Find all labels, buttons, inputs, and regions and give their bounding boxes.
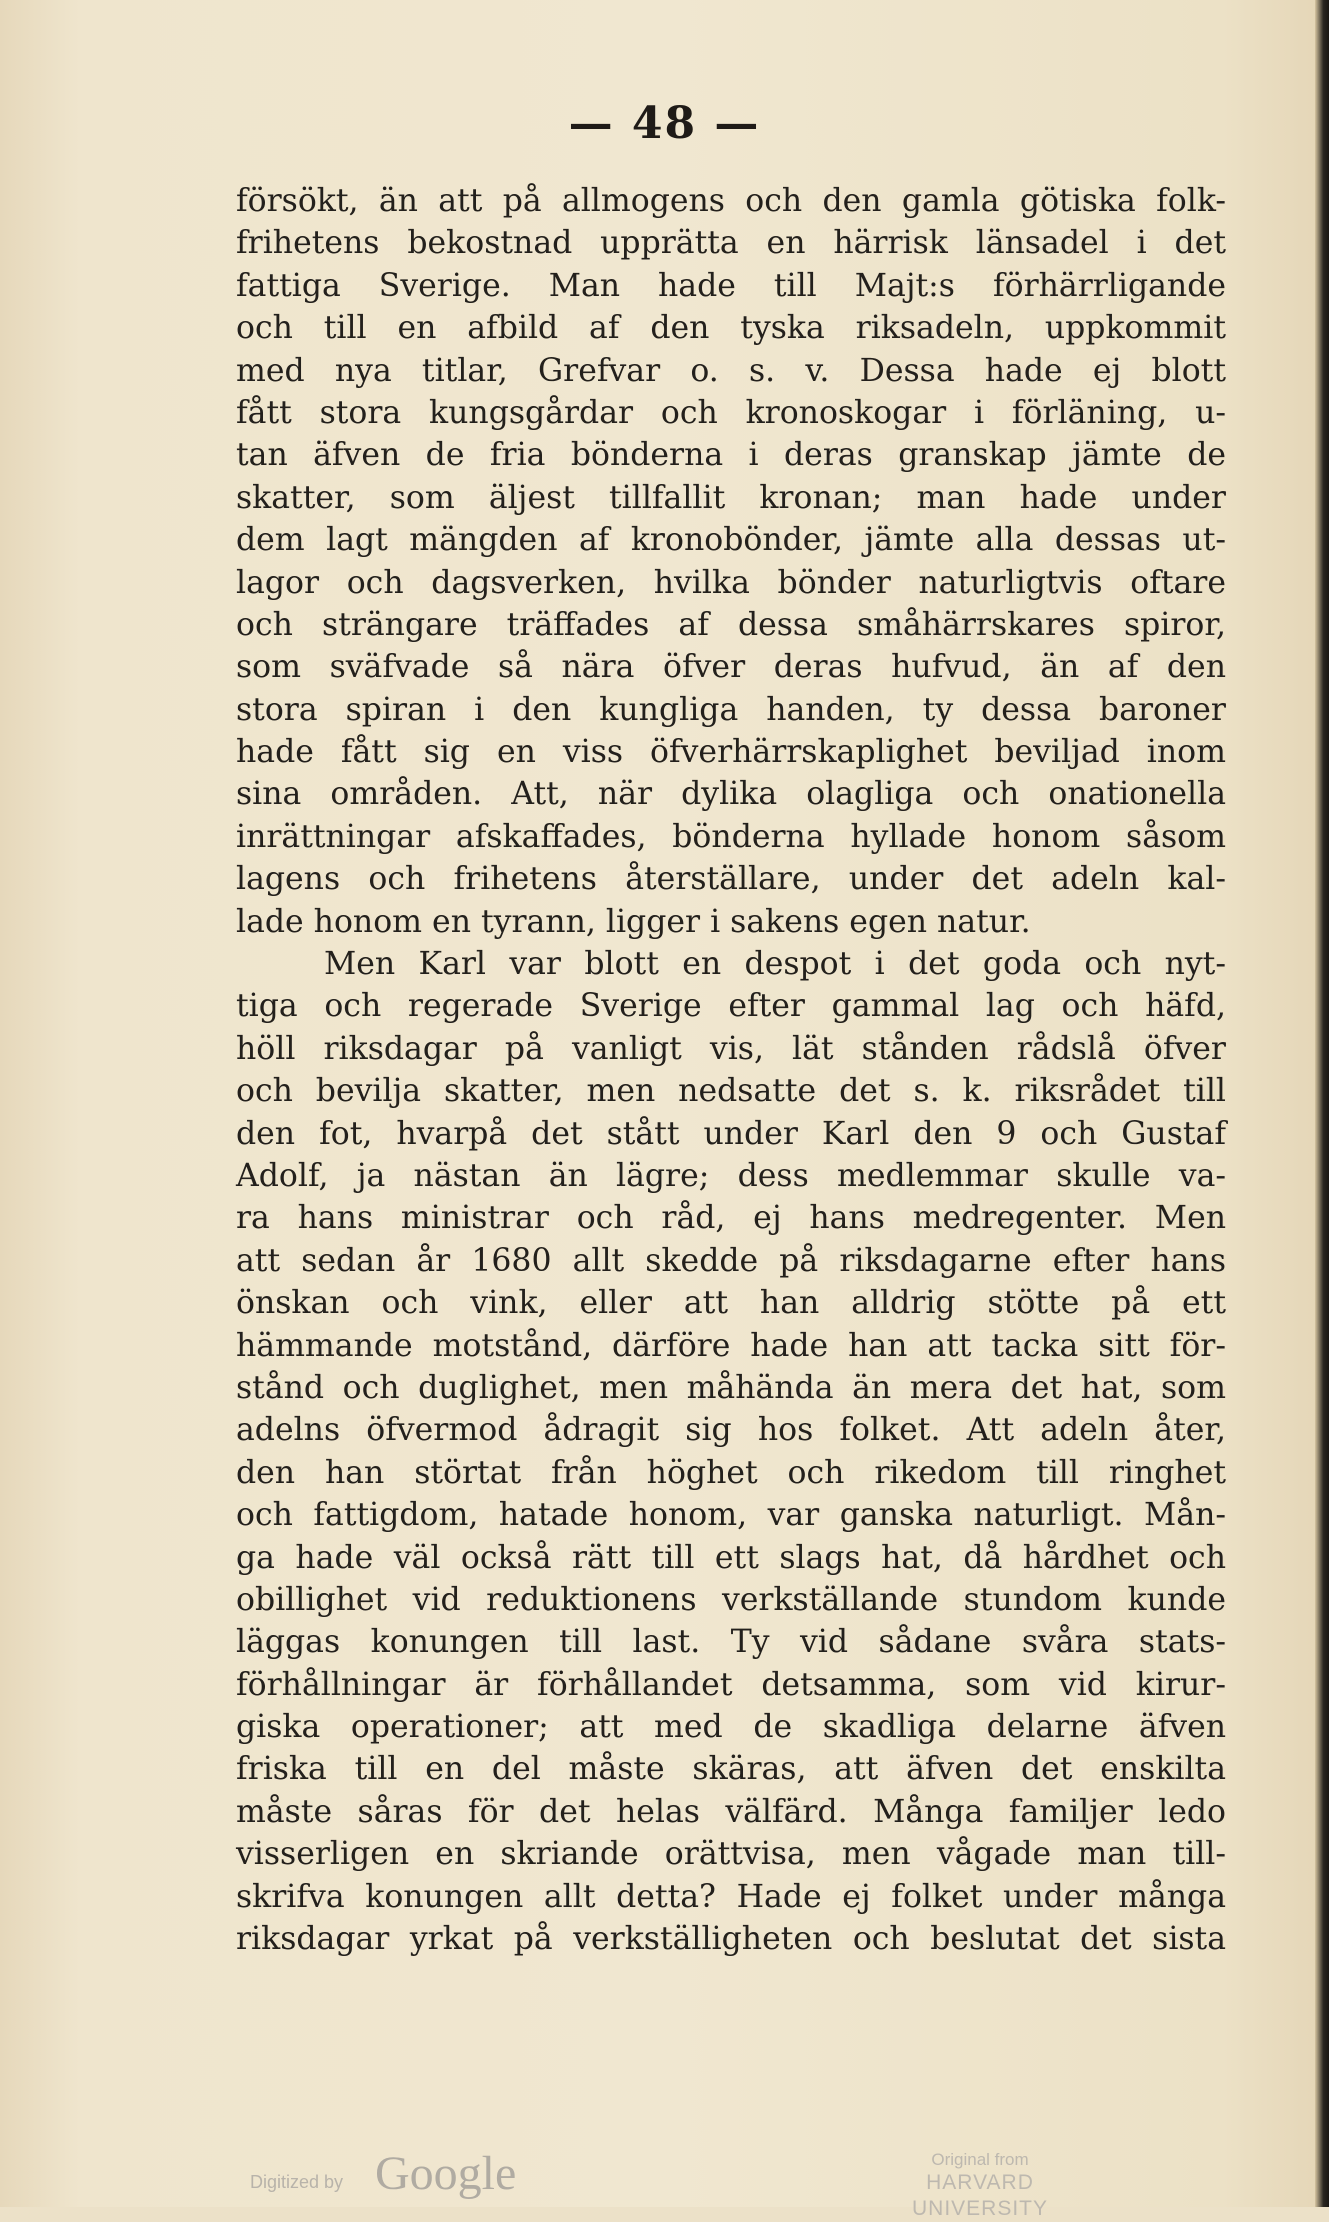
text-line: riksdagar yrkat på verkställigheten och beslutat det sista [236, 1921, 1226, 1958]
text-line: förhållningar är förhållandet detsamma, som vid kirur- [236, 1666, 1226, 1703]
text-line: måste såras för det helas välfärd. Många familjer ledo [236, 1793, 1226, 1830]
text-line: skatter, som äljest tillfallit kronan; man hade under [236, 479, 1226, 516]
text-line: friska till en del måste skäras, att äfven det enskilta [236, 1751, 1226, 1788]
text-line: Adolf, ja nästan än lägre; dess medlemmar skulle va- [236, 1157, 1226, 1194]
original-from-watermark [870, 2150, 1090, 2222]
text-line: inrättningar afskaffades, bönderna hyllade honom såsom [236, 818, 1226, 855]
body-text [236, 180, 1226, 1960]
text-line: och strängare träffades af dessa småhärrskares spiror, [236, 606, 1226, 643]
text-line: och fattigdom, hatade honom, var ganska naturligt. Mån- [236, 1497, 1226, 1534]
harvard-university-label: HARVARD UNIVERSITY [911, 2171, 1049, 2220]
text-line: läggas konungen till last. Ty vid sådane svåra stats- [236, 1624, 1226, 1661]
text-line: tiga och regerade Sverige efter gammal lag och häfd, [236, 988, 1226, 1025]
text-line: visserligen en skriande orättvisa, men vågade man till- [236, 1836, 1226, 1873]
original-from-label: Original from [931, 2150, 1029, 2169]
google-logo: Google [375, 2147, 517, 2200]
text-line: stånd och duglighet, men måhända än mera det hat, som [236, 1369, 1226, 1406]
text-line: Men Karl var blott en despot i det goda och nyt- [324, 946, 1226, 983]
text-line: stora spiran i den kungliga handen, ty dessa baroner [236, 691, 1226, 728]
text-line: frihetens bekostnad upprätta en härrisk länsadel i det [236, 225, 1226, 262]
text-line: som sväfvade så nära öfver deras hufvud, än af den [236, 649, 1226, 686]
text-line: tan äfven de fria bönderna i deras granskap jämte de [236, 437, 1226, 474]
page-number: — 48 — [568, 98, 761, 149]
page-edge-shadow [1315, 0, 1329, 2207]
text-line: obillighet vid reduktionens verkställande stundom kunde [236, 1581, 1226, 1618]
text-line: hade fått sig en viss öfverhärrskaplighet beviljad inom [236, 734, 1226, 771]
text-line: sina områden. Att, när dylika olagliga och onationella [236, 776, 1226, 813]
text-line: att sedan år 1680 allt skedde på riksdagarne efter hans [236, 1242, 1226, 1279]
text-line: ra hans ministrar och råd, ej hans medregenter. Men [236, 1200, 1226, 1237]
text-line: dem lagt mängden af kronobönder, jämte alla dessas ut- [236, 522, 1226, 559]
text-line: och bevilja skatter, men nedsatte det s. k. riksrådet till [236, 1073, 1226, 1110]
text-line: försökt, än att på allmogens och den gamla götiska folk- [236, 183, 1226, 219]
text-line: lagens och frihetens återställare, under det adeln kal- [236, 861, 1226, 898]
text-line: ga hade väl också rätt till ett slags hat, då hårdhet och [236, 1539, 1226, 1576]
text-line: och till en afbild af den tyska riksadeln, uppkommit [236, 310, 1226, 347]
text-line: lagor och dagsverken, hvilka bönder naturligtvis oftare [236, 564, 1226, 601]
text-line: höll riksdagar på vanligt vis, lät stånden rådslå öfver [236, 1030, 1226, 1067]
text-line: hämmande motstånd, därföre hade han att tacka sitt för- [236, 1327, 1226, 1364]
text-line: skrifva konungen allt detta? Hade ej folket under många [236, 1878, 1226, 1915]
text-line: önskan och vink, eller att han alldrig stötte på ett [236, 1285, 1226, 1322]
text-line: den fot, hvarpå det stått under Karl den 9 och Gustaf [236, 1115, 1226, 1152]
digitized-by-label: Digitized by [250, 2172, 344, 2192]
text-line: den han störtat från höghet och rikedom till ringhet [236, 1454, 1226, 1491]
text-line: med nya titlar, Grefvar o. s. v. Dessa hade ej blott [236, 352, 1226, 389]
text-line: giska operationer; att med de skadliga delarne äfven [236, 1709, 1226, 1746]
text-line: lade honom en tyrann, ligger i sakens egen natur. [236, 903, 1031, 940]
text-line: fattiga Sverige. Man hade till Majt:s förhärrligande [236, 267, 1226, 304]
text-line: fått stora kungsgårdar och kronoskogar i förläning, u- [236, 394, 1226, 431]
text-line: adelns öfvermod ådragit sig hos folket. Att adeln åter, [236, 1412, 1226, 1449]
